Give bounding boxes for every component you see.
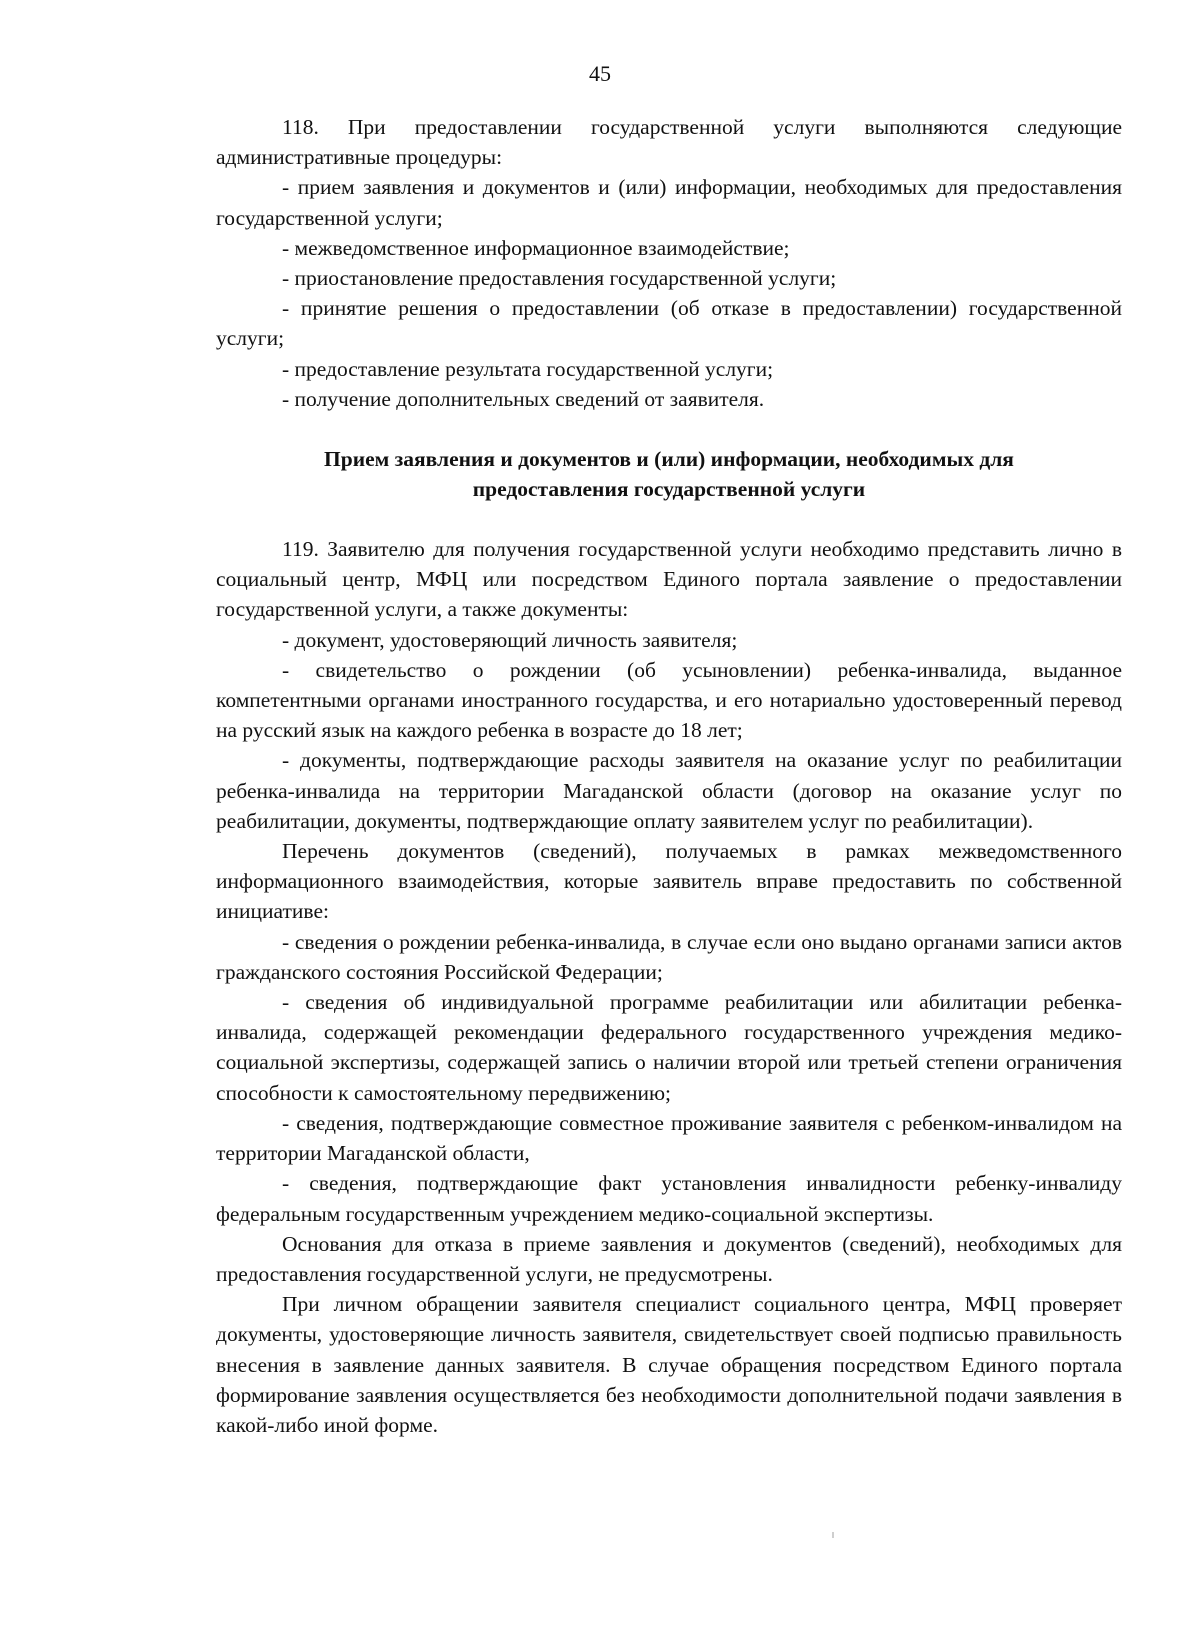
paragraph-118-intro: 118. При предоставлении государственной услуги выполняются следующие административные процедуры: [216,115,1122,170]
list-item-information: - сведения, подтверждающие факт установления инвалидности ребенку-инвалиду федеральным государственным учреждением медико-социальной экспертизы. [216,1171,1122,1226]
paragraph-refusal-grounds: Основания для отказа в приеме заявления и документов (сведений), необходимых для предоставления государственной услуги, не предусмотрены. [216,1231,1122,1286]
scan-artifact [832,1532,834,1538]
paragraph-personal-visit: При личном обращении заявителя специалист социального центра, МФЦ проверяет документы, удостоверяющие личность заявителя, свидетельствует своей подписью правильность внесения в заявление данных заявителя. В случае обращения посредством Единого портала формирование заявления осуществляется без необходимости дополнительной подачи заявления в какой-либо иной форме. [216,1292,1122,1437]
list-item-information: - сведения о рождении ребенка-инвалида, в случае если оно выдано органами записи актов гражданского состояния Российской Федерации; [216,929,1122,984]
list-item-information: - сведения об индивидуальной программе реабилитации или абилитации ребенка-инвалида, содержащей рекомендации федерального государственного учреждения медико-социальной экспертизы, содержащей запись о наличии второй или третьей степени ограничения способности к самостоятельному передвижению; [216,990,1122,1105]
paragraph-119: 119. Заявителю для получения государственной услуги необходимо представить лично в социальный центр, МФЦ или посредством Единого портала заявление о предоставлении государственной услуги, а также документы: [216,537,1122,622]
section-heading-line-1: Прием заявления и документов и (или) информации, необходимых для [324,447,1014,472]
section-heading [216,444,1122,504]
list-item-procedure: - предоставление результата государственной услуги; [282,356,774,381]
page-content [216,112,1122,1440]
list-item-information: - сведения, подтверждающие совместное проживание заявителя с ребенком-инвалидом на территории Магаданской области, [216,1110,1122,1166]
list-item-procedure: - межведомственное информационное взаимодействие; [282,235,790,260]
list-item-procedure: - прием заявления и документов и (или) информации, необходимых для предоставления государственной услуги; [216,175,1122,230]
paragraph-interagency-list: Перечень документов (сведений), получаемых в рамках межведомственного информационного взаимодействия, которые заявитель вправе предоставить по собственной инициативе: [216,839,1122,924]
list-item-document: - свидетельство о рождении (об усыновлении) ребенка-инвалида, выданное компетентными органами иностранного государства, и его нотариально удостоверенный перевод на русский язык на каждого ребенка в возрасте до 18 лет; [216,657,1122,743]
list-item-procedure: - получение дополнительных сведений от заявителя. [282,386,765,411]
section-heading-line-2: предоставления государственной услуги [472,477,866,502]
list-item-procedure: - принятие решения о предоставлении (об отказе в предоставлении) государственной услуги; [216,296,1122,351]
list-item-document: - документ, удостоверяющий личность заявителя; [282,627,738,652]
list-item-document: - документы, подтверждающие расходы заявителя на оказание услуг по реабилитации ребенка-инвалида на территории Магаданской области (договор на оказание услуг по реабилитации, документы, подтверждающие оплату заявителем услуг по реабилитации). [216,748,1122,833]
list-item-procedure: - приостановление предоставления государственной услуги; [282,266,837,291]
page-number: 45 [589,61,611,86]
